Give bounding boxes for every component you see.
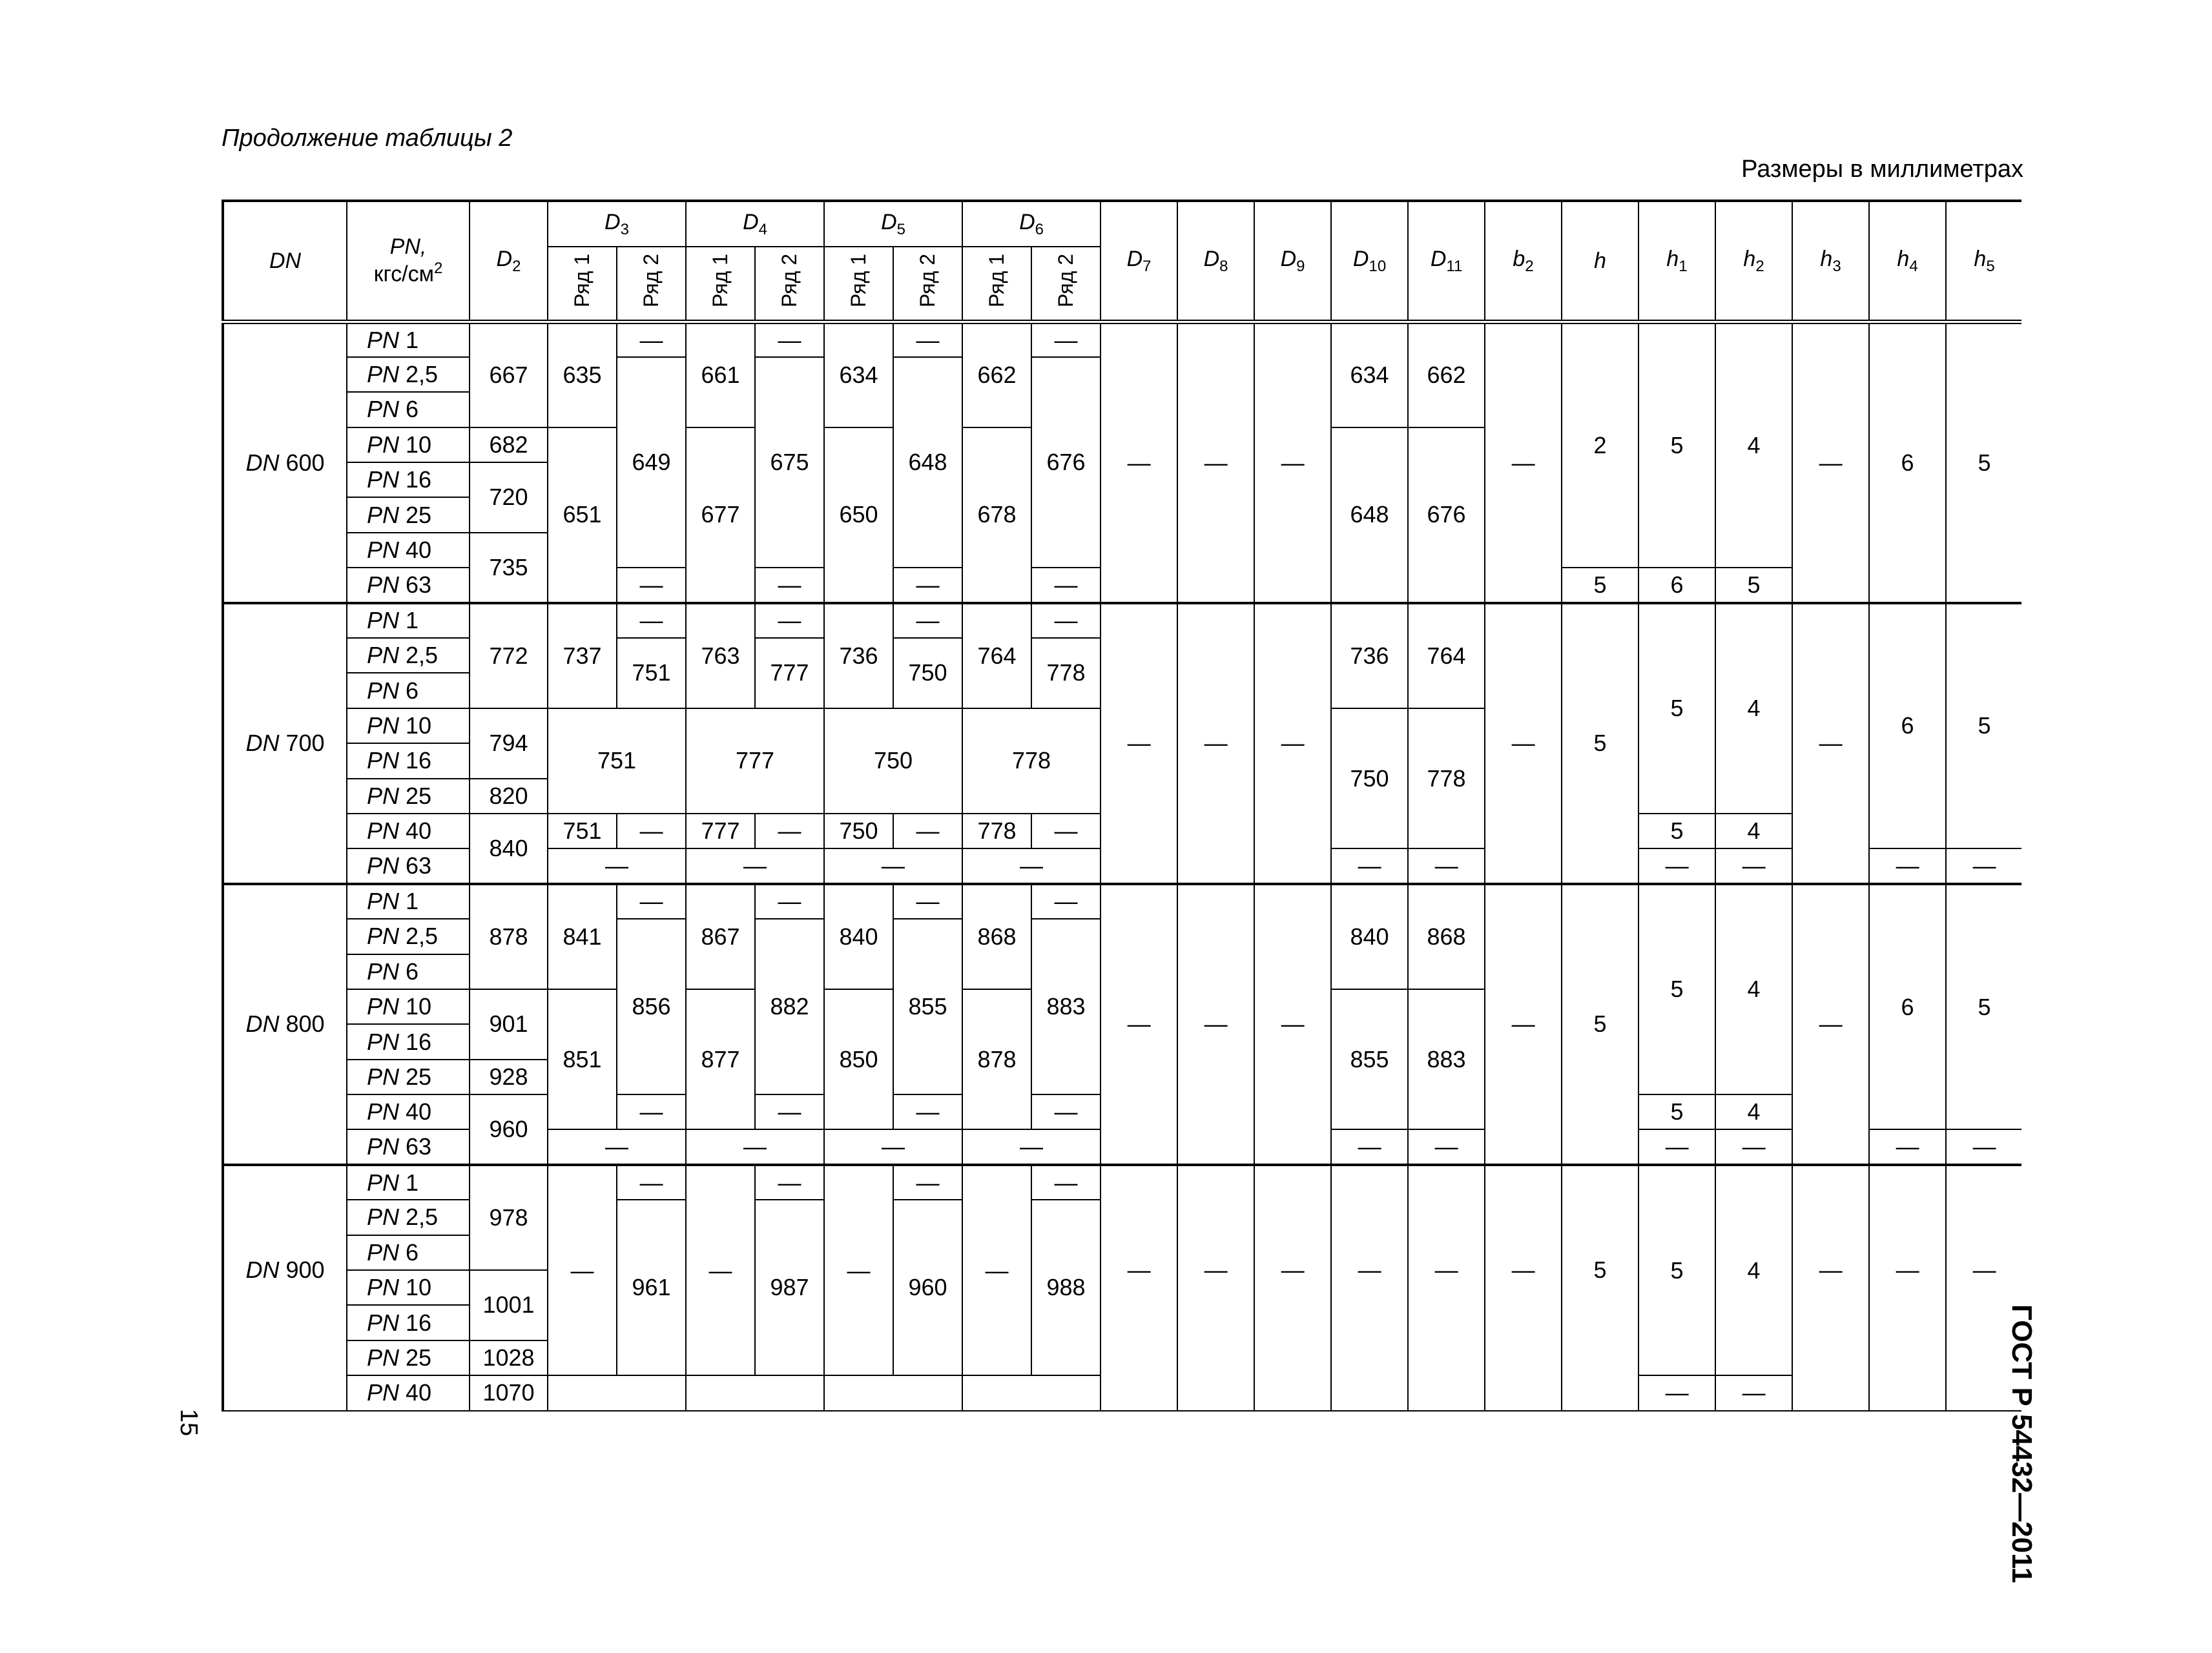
- pn-cell: PN 40: [347, 1094, 470, 1129]
- d4-r2-cell: —: [755, 568, 824, 602]
- pn-cell: PN 10: [347, 427, 470, 462]
- d10-cell: 736: [1331, 603, 1408, 708]
- col-d11: $D_{11}$: [1408, 201, 1485, 322]
- d2-cell: 901: [470, 989, 548, 1060]
- d3-r1-cell: 751: [548, 814, 617, 848]
- d4-merged-cell: 777: [686, 708, 824, 814]
- d3-r1-cell: 737: [548, 603, 617, 708]
- h-cell: 5: [1562, 1165, 1638, 1411]
- d5-r2-cell: 648: [893, 357, 962, 568]
- h1-cell: —: [1638, 1129, 1715, 1164]
- d5-r1-cell: 840: [824, 884, 893, 989]
- col-d6: $D_6$: [962, 201, 1101, 247]
- d6-r1-cell: 878: [962, 989, 1031, 1130]
- h-cell: 2: [1562, 322, 1638, 568]
- d11-cell: —: [1408, 1165, 1485, 1411]
- d5-empty-cell: [824, 1375, 962, 1410]
- d3-r1-cell: 841: [548, 884, 617, 989]
- h-cell: 5: [1562, 603, 1638, 884]
- d6-r2-cell: —: [1031, 603, 1101, 638]
- h5-cell: —: [1946, 1129, 2021, 1164]
- h-cell: 5: [1562, 884, 1638, 1165]
- d6-merged-cell: —: [962, 848, 1101, 883]
- d3-r2-cell: —: [617, 884, 686, 919]
- d11-cell: 764: [1408, 603, 1485, 708]
- h-cell: 5: [1562, 568, 1638, 602]
- pn-cell: PN 25: [347, 1340, 470, 1375]
- d4-r1-cell: 867: [686, 884, 755, 989]
- col-dn: DN: [223, 201, 347, 322]
- b2-cell: —: [1485, 884, 1562, 1165]
- dn-cell: DN 700: [223, 603, 347, 884]
- h2-cell: 4: [1715, 884, 1792, 1094]
- h4-cell: —: [1869, 848, 1946, 883]
- h3-cell: —: [1792, 322, 1869, 603]
- d5-r2-cell: —: [893, 568, 962, 602]
- pn-cell: PN 16: [347, 462, 470, 497]
- d6-r1-cell: 764: [962, 603, 1031, 708]
- d3-row2-header: Ряд 2: [617, 247, 686, 322]
- d11-cell: 778: [1408, 708, 1485, 849]
- pn-cell: PN 63: [347, 1129, 470, 1164]
- d6-r1-cell: 678: [962, 427, 1031, 603]
- d2-cell: 878: [470, 884, 548, 989]
- table-row: [223, 884, 2021, 919]
- d8-cell: —: [1177, 1165, 1254, 1411]
- d6-r1-cell: 868: [962, 884, 1031, 989]
- h2-cell: 4: [1715, 814, 1792, 848]
- pn-cell: PN 1: [347, 603, 470, 638]
- pn-cell: PN 6: [347, 673, 470, 708]
- d6-r2-cell: —: [1031, 814, 1101, 848]
- table-row: [223, 322, 2021, 357]
- d5-r1-cell: 736: [824, 603, 893, 708]
- pn-cell: PN 2,5: [347, 638, 470, 673]
- pn-cell: PN 2,5: [347, 919, 470, 954]
- d4-r2-cell: —: [755, 814, 824, 848]
- table-row: [223, 603, 2021, 638]
- d8-cell: —: [1177, 603, 1254, 884]
- h4-cell: —: [1869, 1165, 1946, 1411]
- h3-cell: —: [1792, 1165, 1869, 1411]
- pn-cell: PN 40: [347, 1375, 470, 1410]
- d4-merged-cell: —: [686, 848, 824, 883]
- d8-cell: —: [1177, 322, 1254, 603]
- pn-cell: PN 10: [347, 989, 470, 1024]
- d5-r2-cell: 855: [893, 919, 962, 1094]
- d9-cell: —: [1254, 1165, 1331, 1411]
- pn-cell: PN 6: [347, 954, 470, 989]
- d7-cell: —: [1101, 1165, 1177, 1411]
- col-d10: $D_{10}$: [1331, 201, 1408, 322]
- h1-cell: —: [1638, 848, 1715, 883]
- pn-cell: PN 1: [347, 1165, 470, 1200]
- pn-cell: PN 40: [347, 533, 470, 568]
- d4-r2-cell: 882: [755, 919, 824, 1094]
- table-header: [223, 201, 2021, 322]
- d11-cell: 676: [1408, 427, 1485, 603]
- d4-r2-cell: 675: [755, 357, 824, 568]
- d4-row1-header: Ряд 1: [686, 247, 755, 322]
- d4-r2-cell: —: [755, 1094, 824, 1129]
- d6-r2-cell: —: [1031, 884, 1101, 919]
- d9-cell: —: [1254, 322, 1331, 603]
- d4-merged-cell: —: [686, 1129, 824, 1164]
- d10-cell: —: [1331, 1165, 1408, 1411]
- d2-cell: 667: [470, 322, 548, 427]
- d6-row2-header: Ряд 2: [1031, 247, 1101, 322]
- h2-cell: —: [1715, 1129, 1792, 1164]
- d3-r2-cell: 751: [617, 638, 686, 708]
- d6-r2-cell: —: [1031, 322, 1101, 357]
- d11-cell: —: [1408, 1129, 1485, 1164]
- pn-cell: PN 25: [347, 1060, 470, 1094]
- h1-cell: 5: [1638, 814, 1715, 848]
- d3-r2-cell: —: [617, 1094, 686, 1129]
- d3-r2-cell: —: [617, 814, 686, 848]
- dn-cell: DN 900: [223, 1165, 347, 1411]
- d5-r2-cell: —: [893, 814, 962, 848]
- d9-cell: —: [1254, 603, 1331, 884]
- pn-cell: PN 16: [347, 1305, 470, 1340]
- units-note: Размеры в миллиметрах: [1741, 156, 2023, 183]
- dn-cell: DN 800: [223, 884, 347, 1165]
- d5-r2-cell: 750: [893, 638, 962, 708]
- d5-r1-cell: 850: [824, 989, 893, 1130]
- d6-r1-cell: 662: [962, 322, 1031, 427]
- d3-r2-cell: —: [617, 568, 686, 602]
- d5-row1-header: Ряд 1: [824, 247, 893, 322]
- d10-cell: 648: [1331, 427, 1408, 603]
- d9-cell: —: [1254, 884, 1331, 1165]
- h2-cell: 4: [1715, 322, 1792, 568]
- b2-cell: —: [1485, 603, 1562, 884]
- d4-row2-header: Ряд 2: [755, 247, 824, 322]
- h1-cell: 5: [1638, 1165, 1715, 1375]
- h2-cell: 4: [1715, 1165, 1792, 1375]
- d3-r1-cell: 851: [548, 989, 617, 1130]
- d7-cell: —: [1101, 603, 1177, 884]
- d4-empty-cell: [686, 1375, 824, 1410]
- table-row: [223, 1165, 2021, 1200]
- col-h3: $h_3$: [1792, 201, 1869, 322]
- d5-r2-cell: —: [893, 322, 962, 357]
- d11-cell: 662: [1408, 322, 1485, 427]
- d5-merged-cell: 750: [824, 708, 962, 814]
- d2-cell: 794: [470, 708, 548, 779]
- h4-cell: 6: [1869, 603, 1946, 849]
- col-pn: PN, кгс/$см^2$: [347, 201, 470, 322]
- d2-cell: 820: [470, 779, 548, 814]
- h3-cell: —: [1792, 884, 1869, 1165]
- group-dn900: [223, 1165, 2021, 1411]
- pn-cell: PN 10: [347, 708, 470, 743]
- d5-r2-cell: —: [893, 884, 962, 919]
- d3-r1-cell: 635: [548, 322, 617, 427]
- pn-cell: PN 16: [347, 743, 470, 778]
- d4-r1-cell: 877: [686, 989, 755, 1130]
- h1-cell: 6: [1638, 568, 1715, 602]
- d5-r1-cell: 634: [824, 322, 893, 427]
- h2-cell: —: [1715, 1375, 1792, 1410]
- d5-r2-cell: —: [893, 1165, 962, 1200]
- col-d8: $D_8$: [1177, 201, 1254, 322]
- b2-cell: —: [1485, 1165, 1562, 1411]
- h5-cell: 5: [1946, 884, 2021, 1130]
- pn-cell: PN 1: [347, 884, 470, 919]
- h1-cell: 5: [1638, 884, 1715, 1094]
- pn-cell: PN 6: [347, 1235, 470, 1270]
- d4-r1-cell: 677: [686, 427, 755, 603]
- pn-cell: PN 63: [347, 848, 470, 883]
- group-dn700: [223, 603, 2021, 884]
- d10-cell: —: [1331, 848, 1408, 883]
- h3-cell: —: [1792, 603, 1869, 884]
- d2-cell: 772: [470, 603, 548, 708]
- d3-r2-cell: 649: [617, 357, 686, 568]
- h2-cell: —: [1715, 848, 1792, 883]
- h1-cell: 5: [1638, 1094, 1715, 1129]
- h5-cell: 5: [1946, 603, 2021, 849]
- pn-cell: PN 25: [347, 779, 470, 814]
- d2-cell: 682: [470, 427, 548, 462]
- d6-r2-cell: —: [1031, 1165, 1101, 1200]
- d5-row2-header: Ряд 2: [893, 247, 962, 322]
- col-d3: $D_3$: [548, 201, 686, 247]
- group-dn800: [223, 884, 2021, 1165]
- col-b2: $b_2$: [1485, 201, 1562, 322]
- d5-r1-cell: —: [824, 1165, 893, 1375]
- d3-r2-cell: 856: [617, 919, 686, 1094]
- d10-cell: 855: [1331, 989, 1408, 1130]
- d2-cell: 735: [470, 533, 548, 603]
- pn-cell: PN 2,5: [347, 1200, 470, 1235]
- h5-cell: —: [1946, 1165, 2021, 1411]
- d2-cell: 1001: [470, 1270, 548, 1340]
- h1-cell: —: [1638, 1375, 1715, 1410]
- d3-row1-header: Ряд 1: [548, 247, 617, 322]
- d4-r2-cell: —: [755, 884, 824, 919]
- d2-cell: 840: [470, 814, 548, 884]
- d7-cell: —: [1101, 884, 1177, 1165]
- b2-cell: —: [1485, 322, 1562, 603]
- pn-cell: PN 1: [347, 322, 470, 357]
- d6-r2-cell: 778: [1031, 638, 1101, 708]
- pn-cell: PN 63: [347, 568, 470, 602]
- h2-cell: 4: [1715, 1094, 1792, 1129]
- d4-r2-cell: —: [755, 1165, 824, 1200]
- pn-cell: PN 25: [347, 497, 470, 532]
- d4-r1-cell: 763: [686, 603, 755, 708]
- col-h: h: [1562, 201, 1638, 322]
- d10-cell: 634: [1331, 322, 1408, 427]
- d2-cell: 1028: [470, 1340, 548, 1375]
- d10-cell: 840: [1331, 884, 1408, 989]
- d5-r2-cell: —: [893, 603, 962, 638]
- h2-cell: 4: [1715, 603, 1792, 814]
- pn-cell: PN 2,5: [347, 357, 470, 392]
- d3-r2-cell: 961: [617, 1200, 686, 1375]
- d10-cell: —: [1331, 1129, 1408, 1164]
- d6-r2-cell: —: [1031, 568, 1101, 602]
- d4-r1-cell: 777: [686, 814, 755, 848]
- d4-r1-cell: —: [686, 1165, 755, 1375]
- d6-r2-cell: 676: [1031, 357, 1101, 568]
- h5-cell: —: [1946, 848, 2021, 883]
- h2-cell: 5: [1715, 568, 1792, 602]
- pn-cell: PN 16: [347, 1024, 470, 1059]
- d4-r2-cell: 777: [755, 638, 824, 708]
- d3-merged-cell: —: [548, 848, 686, 883]
- d3-merged-cell: —: [548, 1129, 686, 1164]
- d11-cell: 868: [1408, 884, 1485, 989]
- d3-r2-cell: —: [617, 1165, 686, 1200]
- col-h5: $h_5$: [1946, 201, 2021, 322]
- d2-cell: 1070: [470, 1375, 548, 1410]
- col-d7: $D_7$: [1101, 201, 1177, 322]
- col-h2: $h_2$: [1715, 201, 1792, 322]
- d5-merged-cell: —: [824, 1129, 962, 1164]
- d10-cell: 750: [1331, 708, 1408, 849]
- d3-r1-cell: 651: [548, 427, 617, 603]
- pn-cell: PN 6: [347, 392, 470, 427]
- h4-cell: 6: [1869, 322, 1946, 603]
- h4-cell: 6: [1869, 884, 1946, 1130]
- h1-cell: 5: [1638, 322, 1715, 568]
- d2-cell: 720: [470, 462, 548, 533]
- d3-empty-cell: [548, 1375, 686, 1410]
- d6-r1-cell: —: [962, 1165, 1031, 1375]
- standard-id: ГОСТ Р 54432—2011: [2006, 1304, 2038, 1583]
- d3-merged-cell: 751: [548, 708, 686, 814]
- d4-r1-cell: 661: [686, 322, 755, 427]
- d6-row1-header: Ряд 1: [962, 247, 1031, 322]
- d5-r1-cell: 650: [824, 427, 893, 603]
- d5-r2-cell: —: [893, 1094, 962, 1129]
- dimensions-table: [222, 200, 2021, 1412]
- group-dn600: [223, 322, 2021, 603]
- d11-cell: —: [1408, 848, 1485, 883]
- d7-cell: —: [1101, 322, 1177, 603]
- dimensions-table-wrap: [222, 200, 2021, 1430]
- col-d9: $D_9$: [1254, 201, 1331, 322]
- d2-cell: 928: [470, 1060, 548, 1094]
- d5-merged-cell: —: [824, 848, 962, 883]
- d8-cell: —: [1177, 884, 1254, 1165]
- d3-r1-cell: —: [548, 1165, 617, 1375]
- col-d4: $D_4$: [686, 201, 824, 247]
- d5-r2-cell: 960: [893, 1200, 962, 1375]
- d4-r2-cell: —: [755, 603, 824, 638]
- col-h4: $h_4$: [1869, 201, 1946, 322]
- dn-cell: DN 600: [223, 322, 347, 603]
- table-caption: Продолжение таблицы 2: [222, 125, 513, 152]
- col-d2: $D_2$: [470, 201, 548, 322]
- d2-cell: 960: [470, 1094, 548, 1165]
- d2-cell: 978: [470, 1165, 548, 1270]
- pn-cell: PN 40: [347, 814, 470, 848]
- d4-r2-cell: —: [755, 322, 824, 357]
- d6-r2-cell: 883: [1031, 919, 1101, 1094]
- d6-r1-cell: 778: [962, 814, 1031, 848]
- pn-cell: PN 10: [347, 1270, 470, 1305]
- h5-cell: 5: [1946, 322, 2021, 603]
- d6-empty-cell: [962, 1375, 1101, 1410]
- d5-r1-cell: 750: [824, 814, 893, 848]
- d3-r2-cell: —: [617, 322, 686, 357]
- col-d5: $D_5$: [824, 201, 962, 247]
- d4-r2-cell: 987: [755, 1200, 824, 1375]
- h4-cell: —: [1869, 1129, 1946, 1164]
- d6-r2-cell: 988: [1031, 1200, 1101, 1375]
- d11-cell: 883: [1408, 989, 1485, 1130]
- d6-r2-cell: —: [1031, 1094, 1101, 1129]
- d6-merged-cell: 778: [962, 708, 1101, 814]
- page-number: 15: [175, 1408, 202, 1437]
- d6-merged-cell: —: [962, 1129, 1101, 1164]
- h1-cell: 5: [1638, 603, 1715, 814]
- col-h1: $h_1$: [1638, 201, 1715, 322]
- d3-r2-cell: —: [617, 603, 686, 638]
